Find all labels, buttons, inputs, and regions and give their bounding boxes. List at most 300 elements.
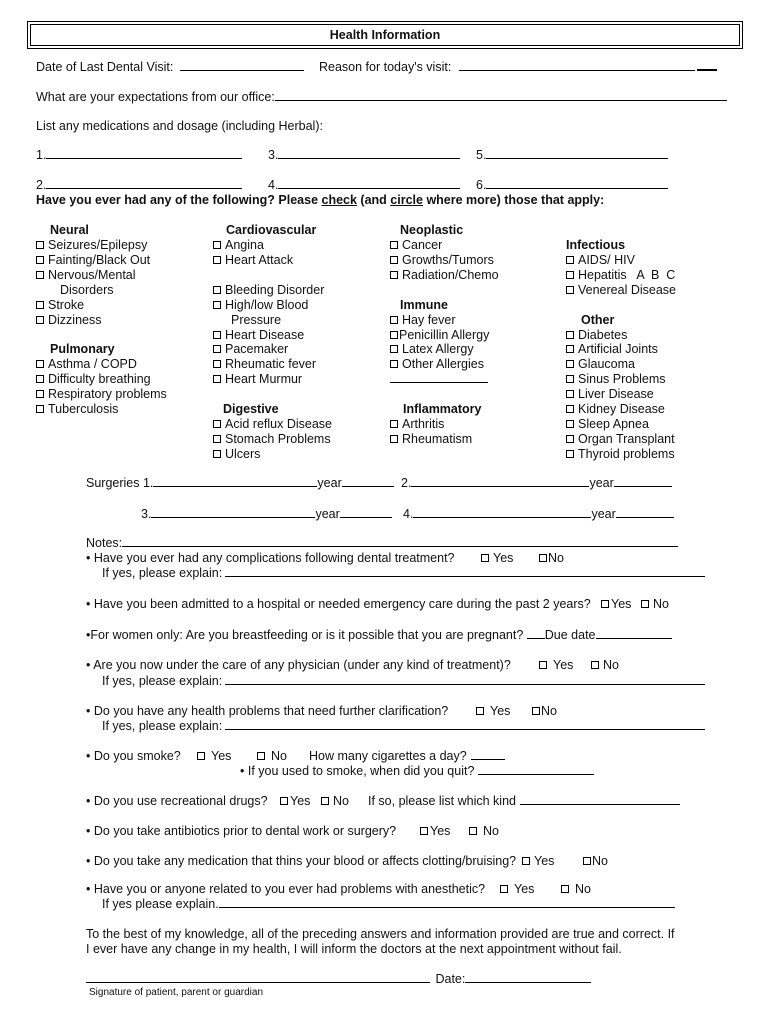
- other-allergies-field[interactable]: [390, 372, 488, 386]
- condition-item[interactable]: [213, 417, 332, 431]
- no-option[interactable]: [257, 749, 287, 763]
- yes-label: Yes: [534, 854, 555, 868]
- date-label: Date:: [435, 972, 466, 986]
- checkbox[interactable]: [36, 301, 44, 309]
- blank-line[interactable]: [390, 382, 488, 383]
- question-text: Have you ever had any complications following dental treatment?: [93, 551, 455, 565]
- condition-item[interactable]: [213, 328, 304, 342]
- checkbox[interactable]: [566, 375, 574, 383]
- checkbox[interactable]: [280, 797, 288, 805]
- yes-option[interactable]: [197, 749, 231, 763]
- checkbox[interactable]: [213, 360, 221, 368]
- infectious-heading: Infectious: [566, 238, 626, 252]
- checkbox[interactable]: [561, 885, 569, 893]
- condition-label: Bleeding Disorder: [225, 283, 325, 297]
- checkbox[interactable]: [532, 707, 540, 715]
- inflammatory-heading: Inflammatory: [403, 402, 482, 416]
- cigarettes-field[interactable]: [471, 759, 505, 760]
- med-field-1[interactable]: [46, 158, 242, 159]
- signature-label: Signature of patient, parent or guardian: [89, 987, 264, 998]
- checkbox[interactable]: [213, 241, 221, 249]
- question-text: Do you smoke?: [93, 749, 181, 763]
- condition-label: Heart Disease: [225, 328, 305, 342]
- condition-item[interactable]: [36, 372, 151, 386]
- checkbox[interactable]: [481, 554, 489, 562]
- checkbox[interactable]: [566, 435, 574, 443]
- condition-item[interactable]: [213, 283, 324, 297]
- drugs-list-label: If so, please list which kind: [368, 794, 516, 808]
- checkbox[interactable]: [36, 256, 44, 264]
- checkbox[interactable]: [213, 256, 221, 264]
- no-label: No: [653, 597, 669, 611]
- notes-row: [86, 536, 678, 550]
- checkbox[interactable]: [566, 271, 574, 279]
- med-number: 1.: [36, 148, 47, 162]
- condition-label: Rheumatic fever: [225, 357, 317, 371]
- checkbox[interactable]: [522, 857, 530, 865]
- condition-item[interactable]: [566, 432, 675, 446]
- condition-label: Angina: [225, 238, 264, 252]
- bullet: •: [240, 764, 245, 778]
- condition-label: Ulcers: [225, 447, 261, 461]
- due-date-field[interactable]: [596, 638, 672, 639]
- surgery-number: 2.: [401, 476, 412, 490]
- med-field-6[interactable]: [486, 188, 668, 189]
- condition-item[interactable]: [566, 417, 649, 431]
- checkbox[interactable]: [566, 286, 574, 294]
- no-option[interactable]: [591, 658, 619, 672]
- condition-item[interactable]: [390, 268, 499, 282]
- condition-label: Seizures/Epilepsy: [48, 238, 148, 252]
- checkbox[interactable]: [641, 600, 649, 608]
- condition-item[interactable]: [213, 357, 316, 371]
- condition-item[interactable]: [390, 328, 489, 342]
- checkbox[interactable]: [213, 420, 221, 428]
- condition-item[interactable]: [390, 432, 472, 446]
- condition-label: Sleep Apnea: [578, 417, 649, 431]
- checkbox[interactable]: [36, 271, 44, 279]
- bullet: •: [86, 854, 91, 868]
- condition-item[interactable]: [566, 402, 665, 416]
- no-label: No: [483, 824, 499, 838]
- no-option[interactable]: [469, 824, 499, 838]
- explain-row: [102, 566, 705, 580]
- surgery-field-3[interactable]: [151, 517, 315, 518]
- question-text: Have you been admitted to a hospital or needed emergency care during the past 2 years?: [93, 597, 591, 611]
- condition-label: Growths/Tumors: [402, 253, 494, 267]
- signature-field[interactable]: [86, 982, 430, 983]
- reason-label: Reason for today's visit:: [319, 60, 452, 74]
- year-field-1[interactable]: [342, 486, 394, 487]
- condition-label: Penicillin Allergy: [399, 328, 490, 342]
- cigarettes-label: How many cigarettes a day?: [309, 749, 467, 763]
- condition-label: Respiratory problems: [48, 387, 167, 401]
- med-field-5[interactable]: [486, 158, 668, 159]
- condition-item[interactable]: [566, 253, 635, 267]
- checkbox[interactable]: [500, 885, 508, 893]
- prompt-part: where more) those that apply:: [422, 193, 605, 207]
- checkbox[interactable]: [36, 360, 44, 368]
- no-label: No: [333, 794, 349, 808]
- yes-option[interactable]: [476, 704, 510, 718]
- question-text: Do you take any medication that thins your blood or affects clotting/bruising?: [93, 854, 517, 868]
- bullet: •: [86, 551, 91, 565]
- condition-label: AIDS/ HIV: [578, 253, 635, 267]
- notes-field[interactable]: [122, 546, 678, 547]
- cardiovascular-heading: Cardiovascular: [226, 223, 317, 237]
- condition-label: Venereal Disease: [578, 283, 676, 297]
- yes-option[interactable]: [601, 597, 631, 611]
- checkbox[interactable]: [390, 420, 398, 428]
- explain-field[interactable]: [225, 729, 705, 730]
- condition-item[interactable]: [566, 268, 675, 282]
- checkbox[interactable]: [36, 390, 44, 398]
- surgery-field-4[interactable]: [413, 517, 591, 518]
- med-number: 2.: [36, 178, 47, 192]
- condition-item[interactable]: [566, 387, 654, 401]
- title-box: [30, 24, 740, 46]
- page-title: Health Information: [329, 28, 441, 42]
- prompt-part: Have you ever had any of the following? Please: [36, 193, 322, 207]
- condition-item[interactable]: [213, 372, 302, 386]
- expectations-row: [36, 90, 727, 104]
- checkbox[interactable]: [566, 405, 574, 413]
- condition-label: Artificial Joints: [578, 342, 658, 356]
- no-label: No: [548, 551, 564, 565]
- med-line-1: [36, 148, 242, 162]
- condition-label: High/low Blood: [225, 298, 309, 312]
- checkbox[interactable]: [213, 450, 221, 458]
- explain-label: If yes, please explain:: [102, 674, 223, 688]
- question-antibiotics: [86, 824, 396, 838]
- condition-item[interactable]: [566, 357, 635, 371]
- checkbox[interactable]: [213, 331, 221, 339]
- yes-option[interactable]: [280, 794, 310, 808]
- statement-line-2: I ever have any change in my health, I will inform the doctors at the next appointment without fail.: [86, 942, 622, 956]
- med-number: 4.: [268, 178, 279, 192]
- condition-item[interactable]: [213, 253, 293, 267]
- checkbox[interactable]: [36, 405, 44, 413]
- condition-label: Organ Transplant: [578, 432, 675, 446]
- condition-label: Arthritis: [402, 417, 445, 431]
- question-anesthetic: [86, 882, 485, 896]
- condition-item[interactable]: [390, 342, 474, 356]
- med-number: 5.: [476, 148, 487, 162]
- quit-field[interactable]: [478, 774, 594, 775]
- condition-label: Tuberculosis: [48, 402, 119, 416]
- condition-item[interactable]: [566, 328, 627, 342]
- condition-item[interactable]: [566, 283, 676, 297]
- digestive-heading: Digestive: [223, 402, 279, 416]
- med-line-3: [268, 148, 460, 162]
- checkbox[interactable]: [566, 450, 574, 458]
- year-field-4[interactable]: [616, 517, 674, 518]
- condition-label: Radiation/Chemo: [402, 268, 499, 282]
- condition-item[interactable]: [36, 313, 102, 327]
- checkbox[interactable]: [566, 331, 574, 339]
- yes-option[interactable]: [481, 551, 513, 565]
- checkbox[interactable]: [321, 797, 329, 805]
- other-heading: Other: [581, 313, 615, 327]
- checkbox[interactable]: [390, 435, 398, 443]
- checkbox[interactable]: [566, 345, 574, 353]
- immune-heading: Immune: [400, 298, 448, 312]
- dental-visit-row: [36, 60, 304, 74]
- checkbox[interactable]: [591, 661, 599, 669]
- med-field-2[interactable]: [46, 188, 242, 189]
- drugs-list-row: [368, 794, 680, 808]
- bullet: •: [86, 749, 91, 763]
- condition-label: Cancer: [402, 238, 443, 252]
- bullet: •: [86, 794, 91, 808]
- condition-label: Liver Disease: [578, 387, 654, 401]
- surgery-field-1[interactable]: [153, 486, 317, 487]
- condition-item[interactable]: [566, 447, 675, 461]
- condition-continuation: Disorders: [60, 283, 114, 297]
- yes-option[interactable]: [500, 882, 534, 896]
- condition-item[interactable]: [36, 357, 137, 371]
- no-option[interactable]: [539, 551, 564, 565]
- bullet: •: [86, 597, 91, 611]
- surgeries-label: Surgeries: [86, 476, 140, 490]
- checkbox[interactable]: [36, 375, 44, 383]
- question-drugs: [86, 794, 268, 808]
- checkbox[interactable]: [469, 827, 477, 835]
- explain-field[interactable]: [225, 576, 705, 577]
- condition-label: Hay fever: [402, 313, 456, 327]
- no-label: No: [541, 704, 557, 718]
- yes-option[interactable]: [522, 854, 554, 868]
- conditions-prompt: [36, 193, 604, 207]
- condition-item[interactable]: [213, 238, 264, 252]
- checkbox[interactable]: [197, 752, 205, 760]
- condition-item[interactable]: [213, 342, 288, 356]
- condition-label: Diabetes: [578, 328, 628, 342]
- med-field-4[interactable]: [278, 188, 460, 189]
- surgery-field-2[interactable]: [411, 486, 589, 487]
- no-label: No: [271, 749, 287, 763]
- checkbox[interactable]: [390, 360, 398, 368]
- year-field-3[interactable]: [340, 517, 392, 518]
- condition-item[interactable]: [36, 298, 84, 312]
- reason-row: [319, 60, 717, 74]
- yes-label: Yes: [514, 882, 535, 896]
- condition-item[interactable]: [566, 372, 666, 386]
- no-option[interactable]: [561, 882, 591, 896]
- condition-label: Sinus Problems: [578, 372, 666, 386]
- question-text: Do you use recreational drugs?: [93, 794, 268, 808]
- explain-row: [102, 897, 675, 911]
- med-line-5: [476, 148, 668, 162]
- checkbox[interactable]: [390, 241, 398, 249]
- condition-item[interactable]: [390, 313, 456, 327]
- condition-item[interactable]: [390, 253, 494, 267]
- condition-label: Stroke: [48, 298, 85, 312]
- condition-item[interactable]: [36, 387, 167, 401]
- no-label: No: [592, 854, 608, 868]
- condition-label: Heart Murmur: [225, 372, 303, 386]
- yes-option[interactable]: [539, 658, 573, 672]
- due-date-label: Due date: [544, 628, 596, 642]
- checkbox[interactable]: [390, 345, 398, 353]
- question-text: Are you now under the care of any physician (under any kind of treatment)?: [93, 658, 511, 672]
- checkbox[interactable]: [36, 316, 44, 324]
- no-option[interactable]: [532, 704, 557, 718]
- pulmonary-heading: Pulmonary: [50, 342, 115, 356]
- checkbox[interactable]: [566, 360, 574, 368]
- dental-visit-field[interactable]: [180, 70, 304, 71]
- condition-item[interactable]: [390, 357, 484, 371]
- condition-label: Latex Allergy: [402, 342, 474, 356]
- condition-label: Acid reflux Disease: [225, 417, 332, 431]
- condition-item[interactable]: [566, 342, 658, 356]
- checkbox[interactable]: [601, 600, 609, 608]
- yes-label: Yes: [490, 704, 511, 718]
- expectations-label: What are your expectations from our office:: [36, 90, 275, 104]
- quit-label: If you used to smoke, when did you quit?: [247, 764, 475, 778]
- explain-field[interactable]: [219, 907, 675, 908]
- checkbox[interactable]: [539, 554, 547, 562]
- condition-label: Fainting/Black Out: [48, 253, 151, 267]
- question-text: Do you take antibiotics prior to dental work or surgery?: [93, 824, 397, 838]
- condition-item[interactable]: [36, 402, 118, 416]
- condition-continuation: Pressure: [231, 313, 282, 327]
- med-line-6: [476, 178, 668, 192]
- no-option[interactable]: [583, 854, 608, 868]
- drugs-list-field[interactable]: [520, 804, 680, 805]
- explain-label: If yes, please explain:: [102, 719, 223, 733]
- checkbox[interactable]: [566, 256, 574, 264]
- med-line-4: [268, 178, 460, 192]
- cigarettes-row: [309, 749, 505, 763]
- prompt-part: (and: [356, 193, 391, 207]
- bullet: •: [86, 628, 91, 642]
- med-number: 6.: [476, 178, 487, 192]
- reason-field[interactable]: [459, 70, 695, 71]
- medications-label: List any medications and dosage (including Herbal):: [36, 119, 323, 133]
- question-thins-blood: [86, 854, 516, 868]
- condition-label: Thyroid problems: [578, 447, 675, 461]
- checkbox[interactable]: [213, 301, 221, 309]
- statement-line-1: To the best of my knowledge, all of the preceding answers and information provided are true and correct. If: [86, 927, 675, 941]
- med-field-3[interactable]: [278, 158, 460, 159]
- year-label: year: [315, 507, 340, 521]
- surgeries-row-2: [401, 476, 672, 490]
- question-health-problems: [86, 704, 448, 718]
- condition-label: Rheumatism: [402, 432, 473, 446]
- condition-label: Dizziness: [48, 313, 102, 327]
- checkbox[interactable]: [36, 241, 44, 249]
- bullet: •: [86, 824, 91, 838]
- quit-row: [240, 764, 594, 778]
- no-label: No: [575, 882, 591, 896]
- year-label: year: [591, 507, 616, 521]
- question-admitted: [86, 597, 591, 611]
- checkbox[interactable]: [420, 827, 428, 835]
- checkbox[interactable]: [390, 271, 398, 279]
- surgeries-row-3: [141, 507, 392, 521]
- pregnant-field[interactable]: [527, 638, 545, 639]
- question-text: Have you or anyone related to you ever had problems with anesthetic?: [93, 882, 486, 896]
- explain-field[interactable]: [225, 684, 705, 685]
- condition-item[interactable]: [213, 298, 308, 312]
- checkbox[interactable]: [390, 316, 398, 324]
- no-option[interactable]: [321, 794, 349, 808]
- year-label: year: [317, 476, 342, 490]
- question-physician: [86, 658, 511, 672]
- surgeries-row-4: [403, 507, 674, 521]
- signature-date-row: [86, 972, 591, 986]
- neural-heading: Neural: [50, 223, 89, 237]
- condition-label: Heart Attack: [225, 253, 294, 267]
- condition-label: Pacemaker: [225, 342, 289, 356]
- surgery-number: 3.: [141, 507, 152, 521]
- question-complications: [86, 551, 455, 565]
- condition-label: Glaucoma: [578, 357, 635, 371]
- no-option[interactable]: [641, 597, 669, 611]
- condition-item[interactable]: [36, 238, 147, 252]
- year-field-2[interactable]: [614, 486, 672, 487]
- expectations-field[interactable]: [275, 100, 727, 101]
- bullet: •: [86, 882, 91, 896]
- yes-label: Yes: [553, 658, 574, 672]
- reason-field-extra: [697, 69, 717, 71]
- explain-row: [102, 719, 705, 733]
- prompt-circle: circle: [390, 193, 423, 207]
- question-text: For women only: Are you breastfeeding or is it possible that you are pregnant?: [90, 628, 524, 642]
- condition-item[interactable]: [36, 253, 150, 267]
- notes-label: Notes:: [86, 536, 123, 550]
- bullet: •: [86, 658, 91, 672]
- yes-option[interactable]: [420, 824, 450, 838]
- explain-label: If yes, please explain:: [102, 566, 223, 580]
- checkbox[interactable]: [583, 857, 591, 865]
- checkbox[interactable]: [476, 707, 484, 715]
- question-women: [86, 628, 672, 642]
- checkbox[interactable]: [539, 661, 547, 669]
- surgery-number: 4.: [403, 507, 414, 521]
- condition-label: Difficulty breathing: [48, 372, 151, 386]
- med-line-2: [36, 178, 242, 192]
- checkbox[interactable]: [566, 390, 574, 398]
- dental-visit-label: Date of Last Dental Visit:: [36, 60, 174, 74]
- condition-item[interactable]: [390, 417, 444, 431]
- question-smoke: [86, 749, 181, 763]
- checkbox[interactable]: [213, 435, 221, 443]
- checkbox[interactable]: [213, 286, 221, 294]
- condition-item[interactable]: [213, 432, 331, 446]
- bullet: •: [86, 704, 91, 718]
- checkbox[interactable]: [213, 375, 221, 383]
- checkbox[interactable]: [390, 256, 398, 264]
- yes-label: Yes: [211, 749, 232, 763]
- condition-label: Kidney Disease: [578, 402, 665, 416]
- yes-label: Yes: [493, 551, 514, 565]
- condition-label: Asthma / COPD: [48, 357, 137, 371]
- checkbox[interactable]: [566, 420, 574, 428]
- prompt-check: check: [321, 193, 357, 207]
- checkbox[interactable]: [390, 331, 398, 339]
- date-field[interactable]: [465, 982, 591, 983]
- yes-label: Yes: [290, 794, 311, 808]
- condition-item[interactable]: [36, 268, 136, 282]
- checkbox[interactable]: [213, 345, 221, 353]
- condition-item[interactable]: [390, 238, 442, 252]
- year-label: year: [589, 476, 614, 490]
- condition-label: Nervous/Mental: [48, 268, 136, 282]
- checkbox[interactable]: [257, 752, 265, 760]
- condition-item[interactable]: [213, 447, 260, 461]
